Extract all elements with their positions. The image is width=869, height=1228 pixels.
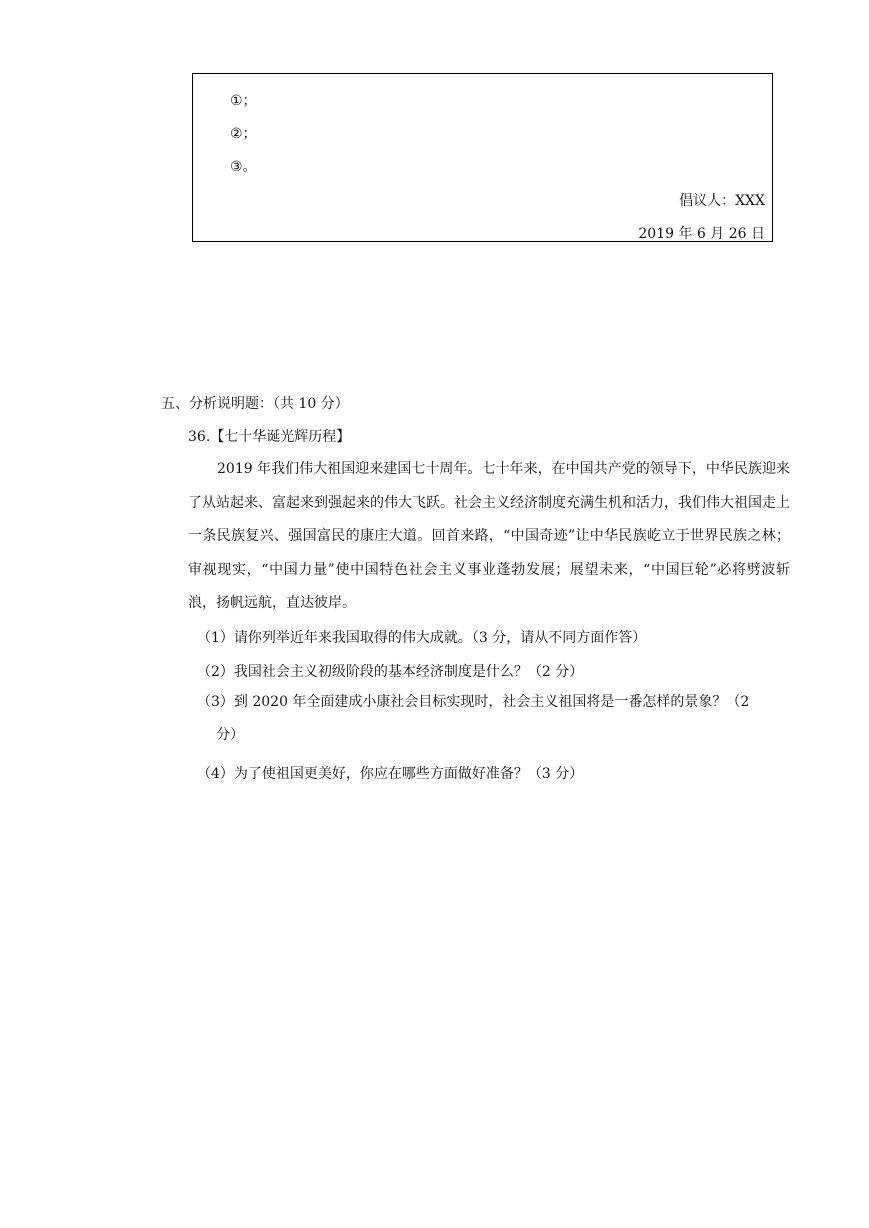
question-passage (188, 453, 790, 621)
proposal-signer: 倡议人：XXX (679, 193, 765, 209)
proposal-date: 2019 年 6 月 26 日 (638, 226, 765, 242)
sub-question-3-line1: （3）到 2020 年全面建成小康社会目标实现时，社会主义祖国将是一番怎样的景象？（2 (197, 694, 750, 710)
proposal-item-2: ②； (230, 126, 257, 142)
sub-question-4: （4）为了使祖国更美好，你应在哪些方面做好准备？（3 分） (197, 766, 584, 782)
question-title: 36.【七十华诞光辉历程】 (188, 429, 351, 445)
proposal-item-1: ①； (230, 93, 257, 109)
passage-text: 2019 年我们伟大祖国迎来建国七十周年。七十年来，在中国共产党的领导下，中华民族迎来了从站起来、富起来到强起来的伟大飞跃。社会主义经济制度充满生机和活力，我们伟大祖国走上一条民族复兴、强国富民的康庄大道。回首来路，“中国奇迹”让中华民族屹立于世界民族之林；审视现实，“中国力量”使中国特色社会主义事业蓬勃发展；展望未来，“中国巨轮”必将劈波斩浪，扬帆远航，直达彼岸。 (188, 461, 790, 611)
proposal-item-3: ③。 (230, 159, 257, 175)
sub-question-3-line2: 分） (216, 727, 244, 743)
sub-question-2: （2）我国社会主义初级阶段的基本经济制度是什么？（2 分） (197, 664, 584, 680)
section-heading: 五、分析说明题：（共 10 分） (161, 396, 349, 412)
sub-question-3 (197, 686, 791, 752)
proposal-box (192, 73, 773, 242)
sub-question-1: （1）请你列举近年来我国取得的伟大成就。（3 分，请从不同方面作答） (197, 630, 647, 646)
